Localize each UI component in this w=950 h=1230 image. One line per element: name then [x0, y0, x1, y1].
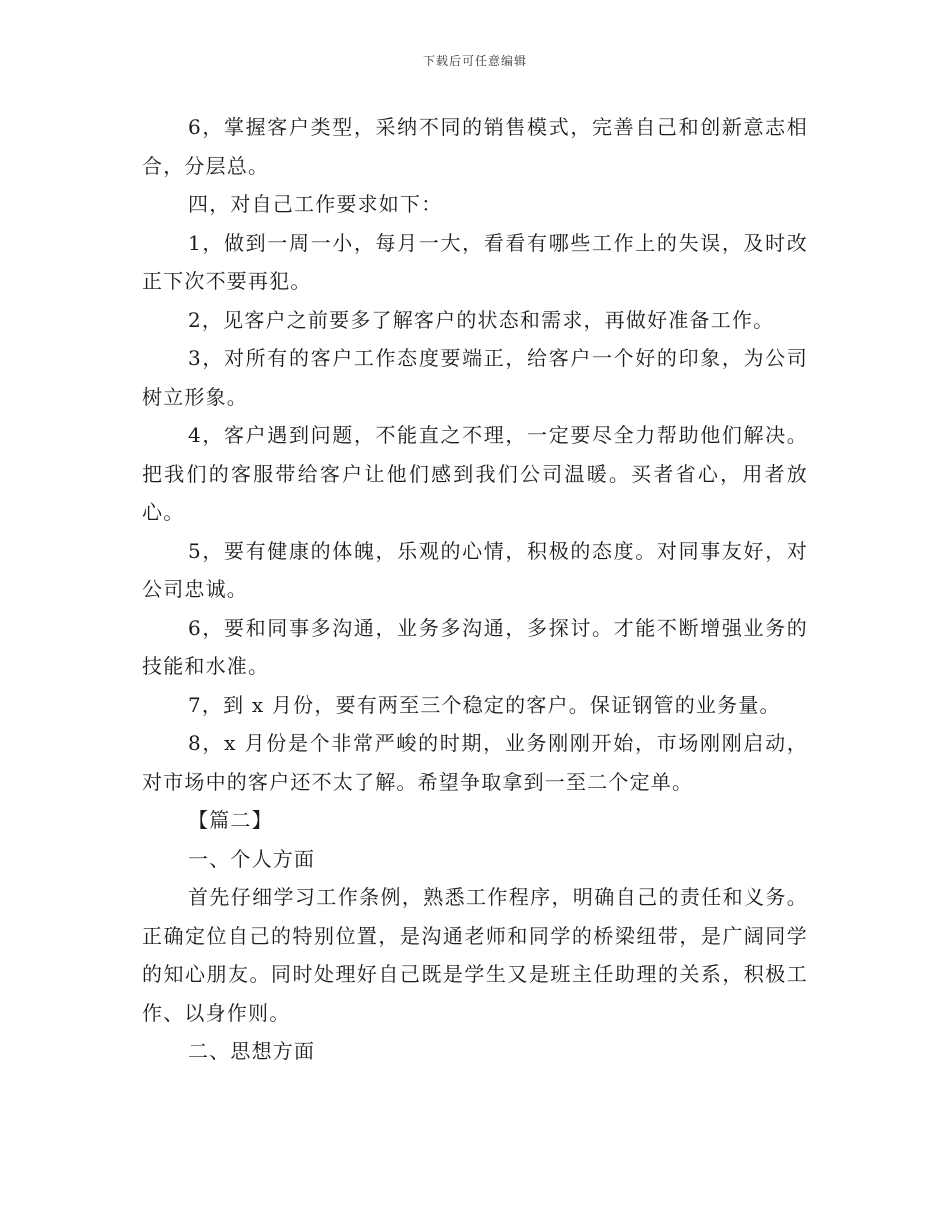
paragraph-item-1: 1，做到一周一小，每月一大，看看有哪些工作上的失误，及时改正下次不要再犯。: [142, 230, 808, 293]
paragraph-item-2: 2，见客户之前要多了解客户的状态和需求，再做好准备工作。: [188, 307, 775, 332]
page-header: 下载后可任意编辑: [422, 54, 527, 68]
paragraph-item-8: 8，x 月份是个非常严峻的时期，业务刚刚开始，市场刚刚启动，对市场中的客户还不太了解。希望争取拿到一至二个定单。: [142, 731, 808, 794]
paragraph-item-3: 3，对所有的客户工作态度要端正，给客户一个好的印象，为公司树立形象。: [142, 346, 808, 409]
paragraph-personal: 首先仔细学习工作条例，熟悉工作程序，明确自己的责任和义务。正确定位自己的特别位置，是沟通老师和同学的桥梁纽带，是广阔同学的知心朋友。同时处理好自己既是学生又是班主任助理的关系，积极工作、以身作则。: [142, 885, 808, 1025]
paragraph-item-7: 7，到 x 月份，要有两至三个稳定的客户。保证钢管的业务量。: [188, 692, 781, 717]
section-heading-thinking: 二、思想方面: [188, 1039, 316, 1063]
section-title-part-two: 【篇二】: [188, 808, 273, 832]
paragraph-item-6b: 6，要和同事多沟通，业务多沟通，多探讨。才能不断增强业务的技能和水准。: [142, 615, 808, 678]
paragraph-item-6: 6，掌握客户类型，采纳不同的销售模式，完善自己和创新意志相合，分层总。: [142, 115, 808, 178]
paragraph-item-4: 4，客户遇到问题，不能直之不理，一定要尽全力帮助他们解决。把我们的客服带给客户让他们感到我们公司温暖。买者省心，用者放心。: [142, 423, 808, 524]
paragraph-item-5: 5，要有健康的体魄，乐观的心情，积极的态度。对同事友好，对公司忠诚。: [142, 538, 808, 601]
section-heading-work-requirements: 四，对自己工作要求如下：: [188, 192, 443, 216]
document-body: [142, 108, 808, 1071]
section-heading-personal: 一、个人方面: [188, 846, 316, 871]
